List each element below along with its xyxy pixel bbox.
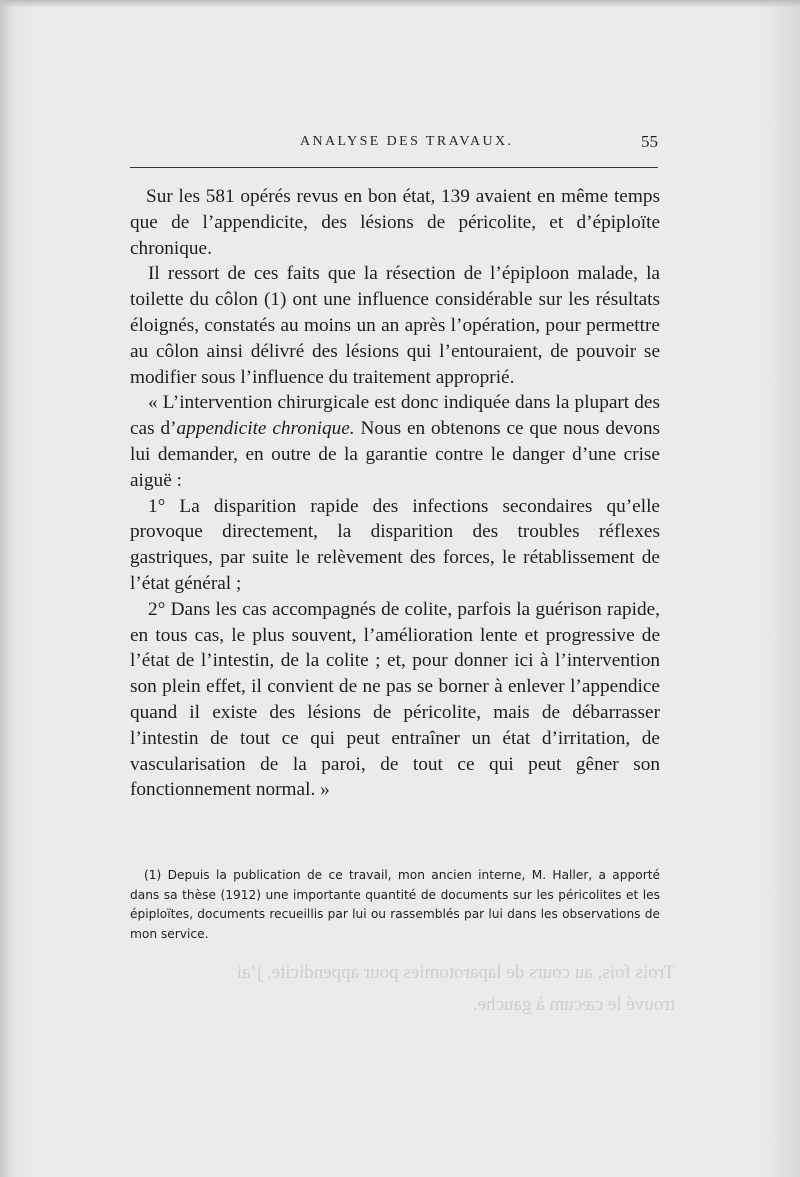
paragraph-3 xyxy=(130,390,660,493)
page-number: 55 xyxy=(641,132,658,151)
list-item-1 xyxy=(130,494,660,597)
paragraph-3-text-end: Nous en obtenons ce que nous devons lui demander, en outre de la garantie contre le danger d’une crise aiguë : xyxy=(130,418,660,491)
bleed-through-line-1: Trois fois, au cours de laparotomies pour appendicite, j’ai xyxy=(236,962,675,983)
footnote xyxy=(130,866,660,945)
bleed-through-line-2: trouvé le cæcum à gauche. xyxy=(472,994,675,1015)
list-item-2 xyxy=(130,597,660,803)
list-item-2-number: 2° xyxy=(148,598,166,620)
body-text xyxy=(130,184,660,803)
list-item-1-text: La disparition rapide des infections secondaires qu’elle provoque directement, la disparition des troubles réflexes gastriques, par suite le relèvement des forces, le rétablissement de l’état général ; xyxy=(130,495,660,594)
running-head-title: ANALYSE DES TRAVAUX. xyxy=(300,134,514,149)
list-item-2-text: Dans les cas accompagnés de colite, parfois la guérison rapide, en tous cas, le plus souvent, l’amélioration lente et progressive de l’état de l’intestin, de la colite ; et, pour donner ici à l’intervention son plein effet, il convient de ne pas se borner à enlever l’appendice quand il existe des lésions de péricolite, mais de débarrasser l’intestin de tout ce qui peut entraîner un état d’irritation, de vascularisation de la paroi, de tout ce qui peut gêner son fonctionnement normal. » xyxy=(130,598,660,801)
running-head xyxy=(130,132,658,156)
paragraph-2: Il ressort de ces faits que la résection de l’épiploon malade, la toilette du côlon (1) ont une influence considérable sur les résultats éloignés, constatés au moins un an après l’opération, pour permettre au côlon ainsi délivré des lésions qui l’entouraient, de pouvoir se modifier sous l’influence du traitement approprié. xyxy=(130,263,660,388)
header-rule xyxy=(130,167,658,168)
page-edge-shadow xyxy=(0,0,800,8)
list-item-1-number: 1° xyxy=(148,495,166,517)
paragraph-1: Sur les 581 opérés revus en bon état, 139 avaient en même temps que de l’appendicite, des lésions de péricolite, et d’épiploïte chronique. xyxy=(130,186,660,259)
footnote-text: (1) Depuis la publication de ce travail, mon ancien interne, M. Haller, a apporté dans sa thèse (1912) une importante quantité de documents sur les péricolites et les épiploïtes, documents recueillis par lui ou rassemblés par lui dans les observations de mon service. xyxy=(130,868,660,942)
paragraph-3-text: « L’intervention chirurgicale est donc indiquée dans la plupart des cas d’ xyxy=(130,392,660,440)
paragraph-3-italic: appendicite chronique. xyxy=(176,418,355,440)
